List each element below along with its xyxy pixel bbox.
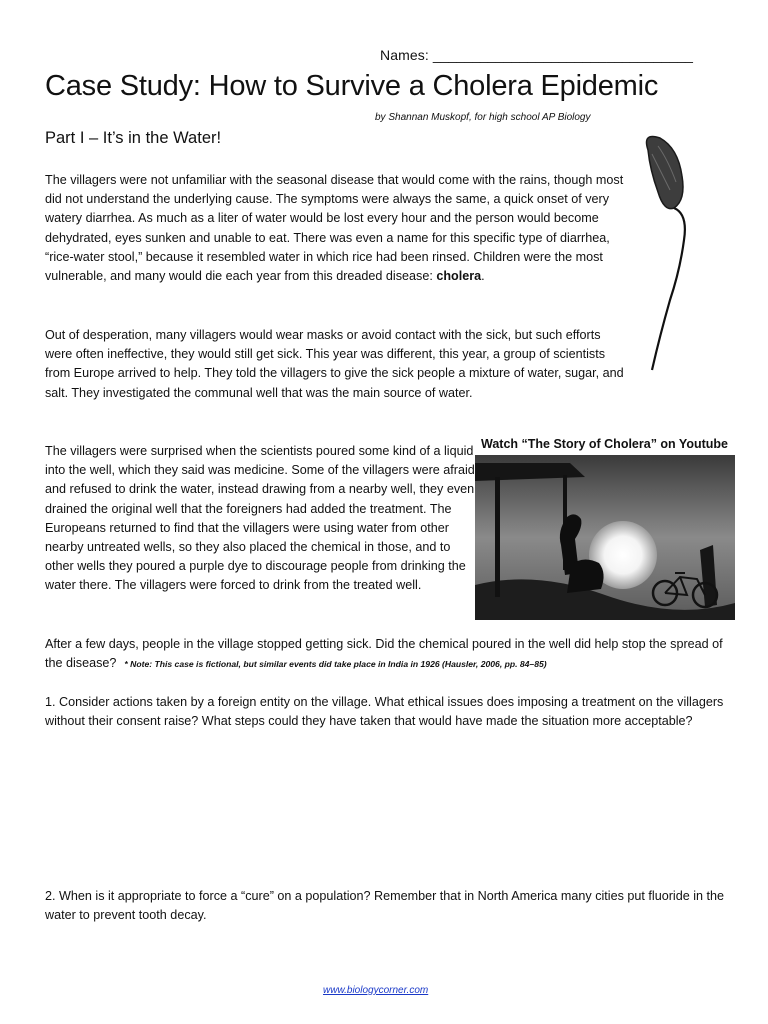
question-2: 2. When is it appropriate to force a “cure” on a population? Remember that in North America many cities put fluoride in the water to prevent tooth decay. [45, 889, 725, 923]
paragraph-well-treatment: The villagers were surprised when the scientists poured some kind of a liquid into the well, which they said was medicine. Some of the villagers were afraid and refused to drink the water, instead drawing from a nearby well, they even drained the original well that the foreigners had added the treatment. The Europeans returned to find that the villagers were using water from other nearby untreated wells, so they also placed the chemical in those, and to other wells they poured a purple dye to discourage people from drinking the water there. The villagers were forced to drink from the treated well. [45, 444, 475, 593]
question-1: 1. Consider actions taken by a foreign entity on the village. What ethical issues does imposing a treatment on the villagers without their consent raise? What steps could they have taken that would have made the situation more acceptable? [45, 695, 724, 729]
paragraph-symptoms-text: The villagers were not unfamiliar with the seasonal disease that would come with the rains, though most did not understand the underlying cause. The symptoms were always the same, a quick onset of very watery diarrhea. As much as a liter of water would be lost every hour and the person would become dehydrated, eyes sunken and unable to eat. There was even a name for this specific type of diarrhea, “rice-water stool,” because it resembled water in which rice had been rinsed. Children were the most vulnerable, and many would die each year from this dreaded disease: [45, 173, 624, 284]
cholera-story-photo [475, 455, 735, 620]
paragraph-symptoms [45, 171, 625, 286]
fictional-note: * Note: This case is fictional, but similar events did take place in India in 1926 (Hausler, 2006, pp. 84–85) [124, 659, 547, 670]
cholera-bold-term: cholera [436, 269, 482, 284]
paragraph-symptoms-end: . [481, 269, 485, 284]
footer-link[interactable]: www.biologycorner.com [323, 985, 429, 996]
author-byline: by Shannan Muskopf, for high school AP Biology [375, 112, 591, 123]
paragraph-scientists: Out of desperation, many villagers would wear masks or avoid contact with the sick, but such efforts were often ineffective, they would still get sick. This year was different, this year, a group of scientists from Europe arrived to help. They told the villagers to give the sick people a mixture of water, sugar, and salt. They investigated the communal well that was the main source of water. [45, 328, 624, 400]
part-heading: Part I – It’s in the Water! [45, 129, 222, 147]
names-field-label: Names: _________________________________ [380, 47, 694, 63]
paragraph-outcome-text: After a few days, people in the village stopped getting sick. Did the chemical poured in the well did help stop the spread of the disease? [45, 637, 723, 671]
paragraph-outcome [45, 635, 735, 674]
video-caption: Watch “The Story of Cholera” on Youtube [481, 437, 728, 451]
page-title: Case Study: How to Survive a Cholera Epidemic [45, 70, 659, 102]
cholera-bacterium-illustration [630, 130, 730, 380]
